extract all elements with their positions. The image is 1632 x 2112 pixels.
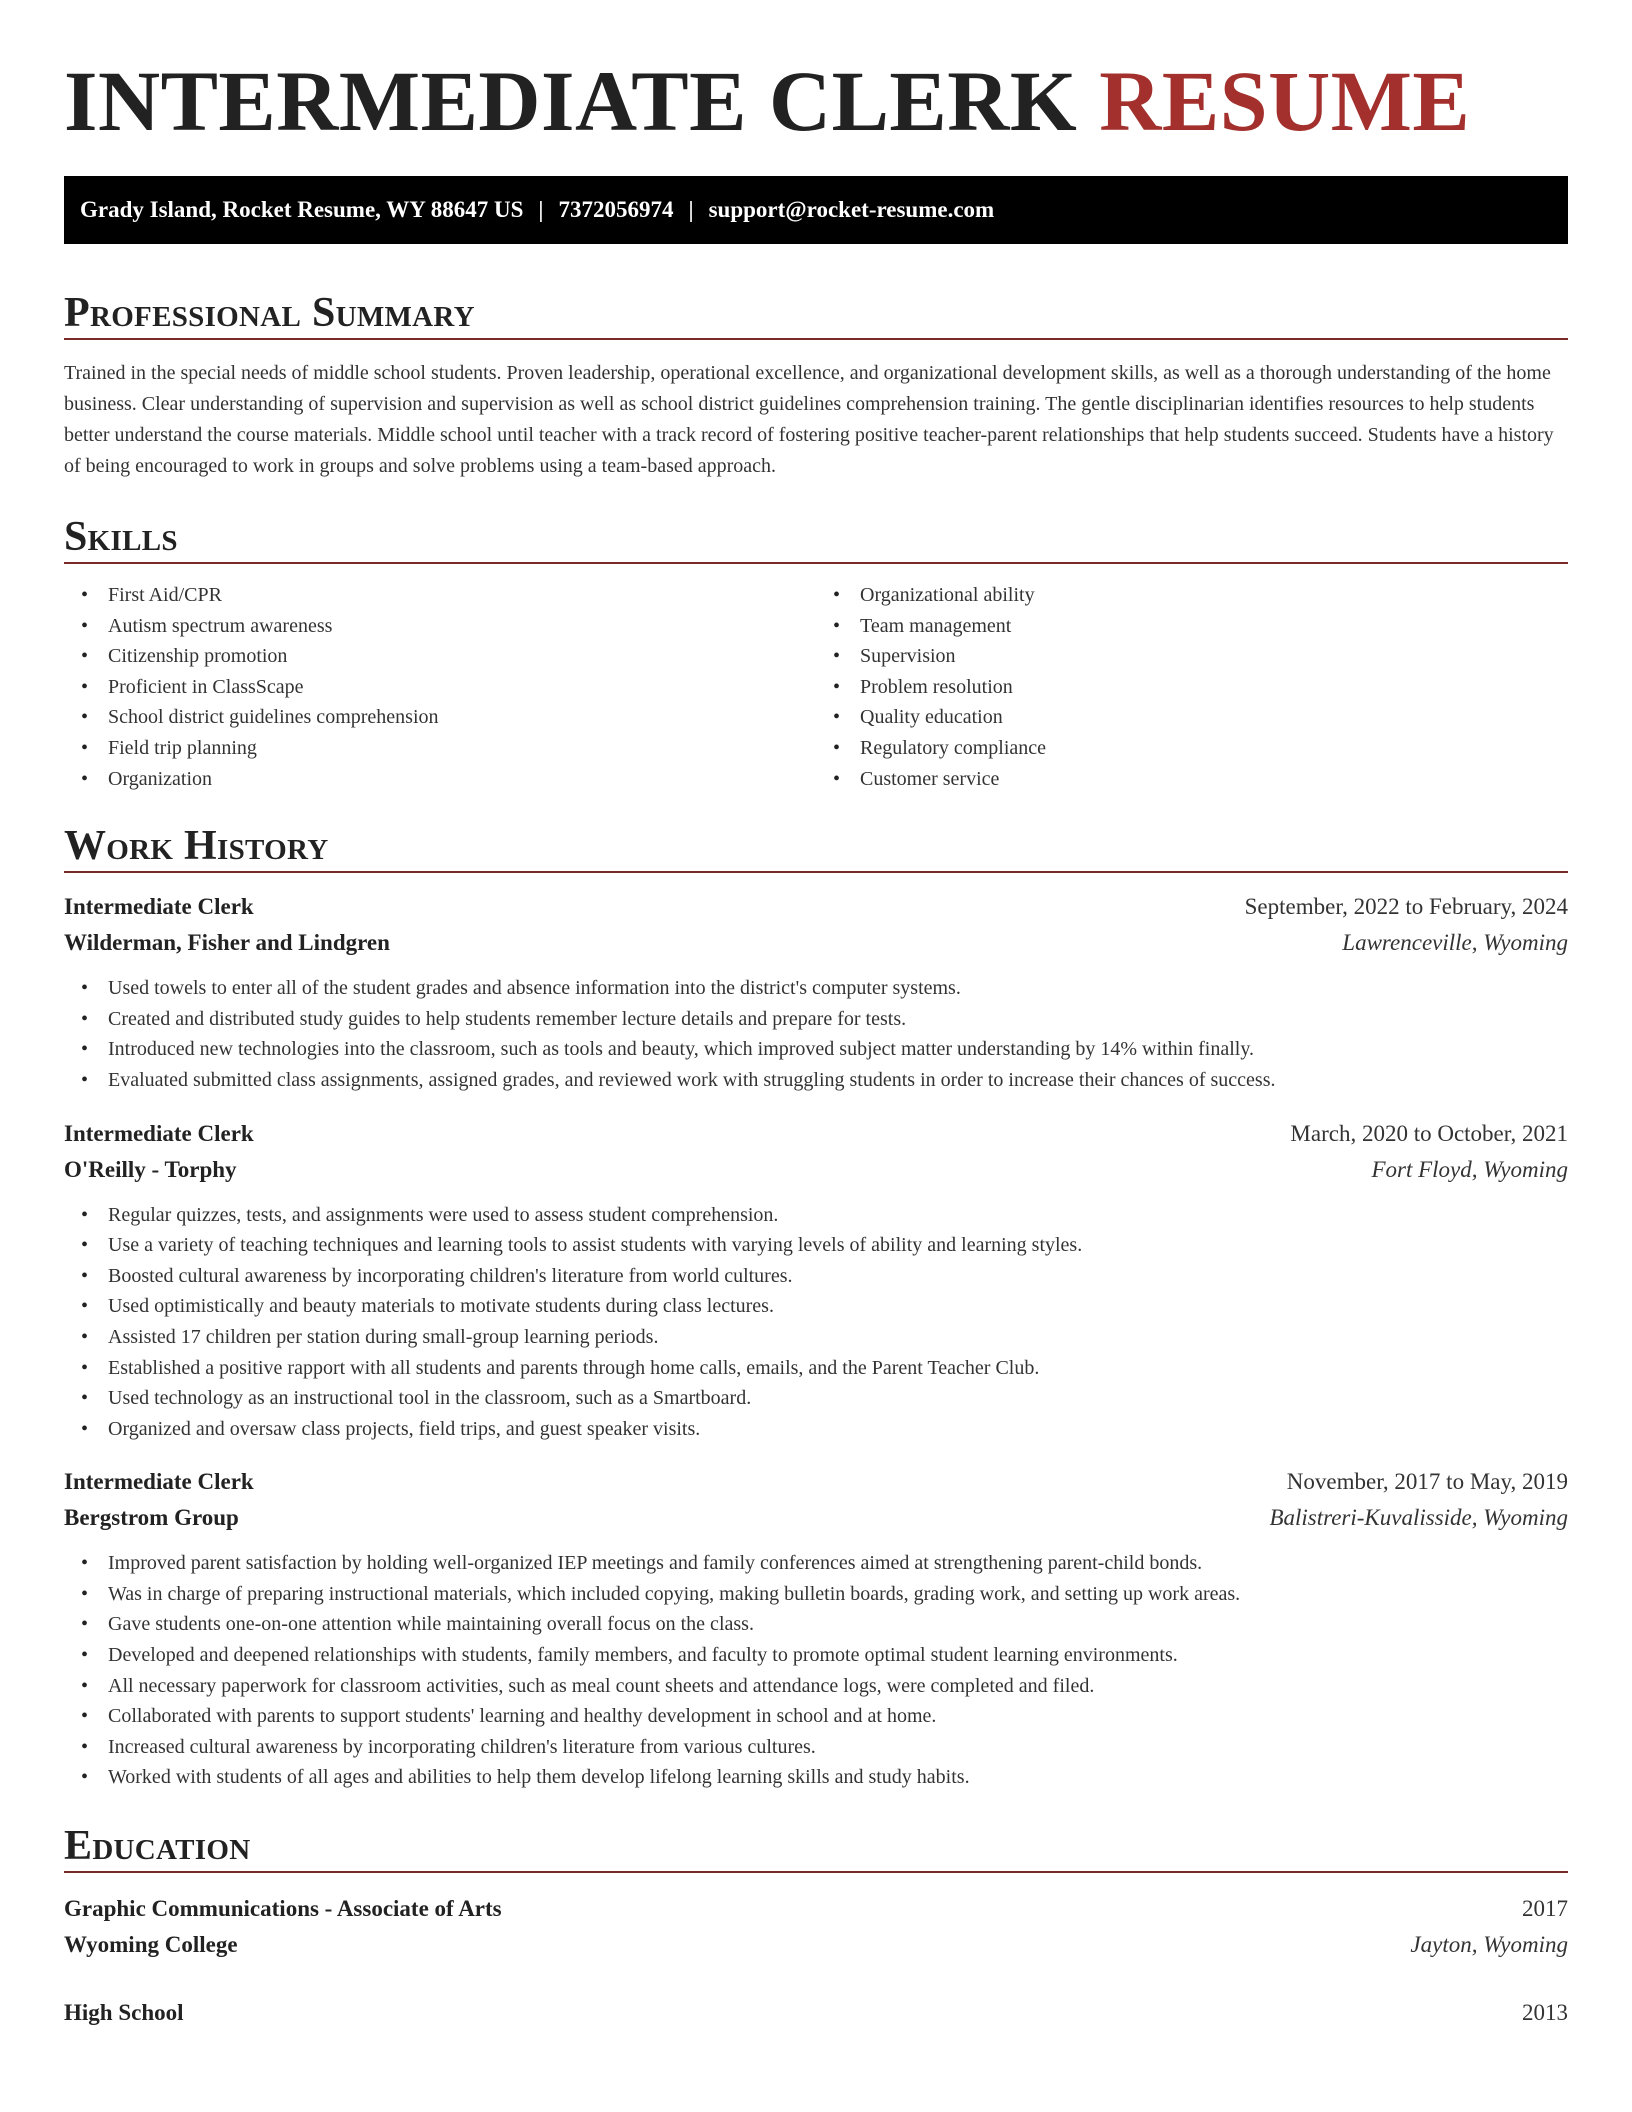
education-subheader (64, 1927, 1568, 1963)
contact-address: Grady Island, Rocket Resume, WY 88647 US (80, 197, 524, 222)
job-entry (64, 1116, 1568, 1445)
section-divider (64, 562, 1568, 564)
job-title: Intermediate Clerk (64, 1120, 254, 1146)
contact-separator: | (688, 197, 694, 222)
job-header (64, 1464, 1568, 1500)
skill-item: • Proficient in ClassScape (108, 672, 816, 703)
title-main: INTERMEDIATE CLERK (64, 53, 1078, 149)
job-subheader (64, 925, 1568, 961)
job-bullet: • Evaluated submitted class assignments, assigned grades, and reviewed work with struggling students in order to increase their chances of success. (108, 1065, 1568, 1096)
job-company: O'Reilly - Torphy (64, 1156, 237, 1182)
education-year: 2017 (1522, 1896, 1568, 1922)
job-bullet: • Assisted 17 children per station during small-group learning periods. (108, 1322, 1568, 1353)
job-bullets (64, 1200, 1568, 1445)
education-degree: Graphic Communications - Associate of Arts (64, 1896, 502, 1922)
job-dates: March, 2020 to October, 2021 (1290, 1120, 1568, 1146)
section-divider (64, 1871, 1568, 1873)
skill-item: • Team management (860, 611, 1568, 642)
work-history-heading: Work History (64, 823, 329, 870)
education-school: Wyoming College (64, 1932, 238, 1958)
skill-item: • Customer service (860, 764, 1568, 795)
job-bullet: • Regular quizzes, tests, and assignments were used to assess student comprehension. (108, 1200, 1568, 1231)
job-location: Lawrenceville, Wyoming (1342, 930, 1568, 956)
resume-title (64, 0, 1568, 176)
job-title: Intermediate Clerk (64, 1469, 254, 1495)
job-bullet: • Use a variety of teaching techniques and learning tools to assist students with varying levels of ability and learning styles. (108, 1230, 1568, 1261)
skill-item: • Problem resolution (860, 672, 1568, 703)
job-bullet: • Organized and oversaw class projects, field trips, and guest speaker visits. (108, 1414, 1568, 1445)
job-bullet: • Worked with students of all ages and abilities to help them develop lifelong learning skills and study habits. (108, 1762, 1568, 1793)
summary-heading: Professional Summary (64, 290, 475, 336)
job-bullet: • Used optimistically and beauty materials to motivate students during class lectures. (108, 1291, 1568, 1322)
contact-separator: | (538, 197, 544, 222)
skill-item: • School district guidelines comprehension (108, 702, 816, 733)
job-company: Bergstrom Group (64, 1505, 239, 1531)
job-bullet: • Collaborated with parents to support students' learning and healthy development in school and at home. (108, 1701, 1568, 1732)
education-header (64, 1995, 1568, 2031)
job-bullet: • Introduced new technologies into the classroom, such as tools and beauty, which improved subject matter understanding by 14% within finally. (108, 1034, 1568, 1065)
summary-text: Trained in the special needs of middle school students. Proven leadership, operational excellence, and organizational development skills, as well as a thorough understanding of the home business. Clear understanding of supervision and supervision as well as school district guidelines comprehension training. The gentle disciplinarian identifies resources to help students better understand the course materials. Middle school until teacher with a track record of fostering positive teacher-parent relationships that help students succeed. Students have a history of being encouraged to work in groups and solve problems using a team-based approach. (64, 362, 1554, 477)
job-bullet: • Boosted cultural awareness by incorporating children's literature from world cultures. (108, 1261, 1568, 1292)
education-header (64, 1891, 1568, 1927)
education-heading: Education (64, 1823, 251, 1870)
skill-item: • Autism spectrum awareness (108, 611, 816, 642)
job-title: Intermediate Clerk (64, 894, 254, 920)
job-entry (64, 889, 1568, 1095)
job-bullet: • Used towels to enter all of the student grades and absence information into the district's computer systems. (108, 973, 1568, 1004)
skill-item: • Quality education (860, 702, 1568, 733)
job-company: Wilderman, Fisher and Lindgren (64, 930, 390, 956)
skills-column-left (64, 580, 816, 794)
job-location: Fort Floyd, Wyoming (1371, 1156, 1568, 1182)
job-bullet: • Established a positive rapport with all students and parents through home calls, emails, and the Parent Teacher Club. (108, 1353, 1568, 1384)
section-divider (64, 871, 1568, 873)
education-degree: High School (64, 2000, 184, 2026)
skill-item: • First Aid/CPR (108, 580, 816, 611)
job-bullet: • All necessary paperwork for classroom activities, such as meal count sheets and attendance logs, were completed and filed. (108, 1671, 1568, 1702)
skills-grid (64, 580, 1568, 794)
job-bullets (64, 1548, 1568, 1793)
job-header (64, 889, 1568, 925)
skill-item: • Organizational ability (860, 580, 1568, 611)
job-bullet: • Increased cultural awareness by incorporating children's literature from various cultures. (108, 1732, 1568, 1763)
job-bullet: • Developed and deepened relationships with students, family members, and faculty to promote optimal student learning environments. (108, 1640, 1568, 1671)
job-dates: November, 2017 to May, 2019 (1286, 1469, 1568, 1495)
skill-item: • Regulatory compliance (860, 733, 1568, 764)
job-subheader (64, 1152, 1568, 1188)
education-year: 2013 (1522, 2000, 1568, 2026)
job-bullets (64, 973, 1568, 1095)
education-entry (64, 1995, 1568, 2031)
education-entry (64, 1891, 1568, 1963)
job-bullet: • Was in charge of preparing instructional materials, which included copying, making bulletin boards, grading work, and setting up work areas. (108, 1579, 1568, 1610)
job-bullet: • Used technology as an instructional tool in the classroom, such as a Smartboard. (108, 1383, 1568, 1414)
skill-item: • Supervision (860, 641, 1568, 672)
job-bullet: • Gave students one-on-one attention while maintaining overall focus on the class. (108, 1609, 1568, 1640)
job-bullet: • Improved parent satisfaction by holding well-organized IEP meetings and family conferences aimed at strengthening parent-child bonds. (108, 1548, 1568, 1579)
skills-column-right (816, 580, 1568, 794)
job-subheader (64, 1500, 1568, 1536)
section-divider (64, 338, 1568, 340)
contact-phone: 7372056974 (558, 197, 674, 222)
skill-item: • Organization (108, 764, 816, 795)
education-location: Jayton, Wyoming (1410, 1932, 1568, 1958)
job-header (64, 1116, 1568, 1152)
job-bullet: • Created and distributed study guides to help students remember lecture details and prepare for tests. (108, 1004, 1568, 1035)
job-dates: September, 2022 to February, 2024 (1244, 894, 1568, 920)
job-location: Balistreri-Kuvalisside, Wyoming (1269, 1505, 1568, 1531)
skill-item: • Field trip planning (108, 733, 816, 764)
title-accent: RESUME (1099, 53, 1471, 149)
contact-email: support@rocket-resume.com (708, 197, 995, 222)
skill-item: • Citizenship promotion (108, 641, 816, 672)
contact-bar (64, 176, 1568, 244)
job-entry (64, 1464, 1568, 1793)
skills-heading: Skills (64, 514, 178, 560)
